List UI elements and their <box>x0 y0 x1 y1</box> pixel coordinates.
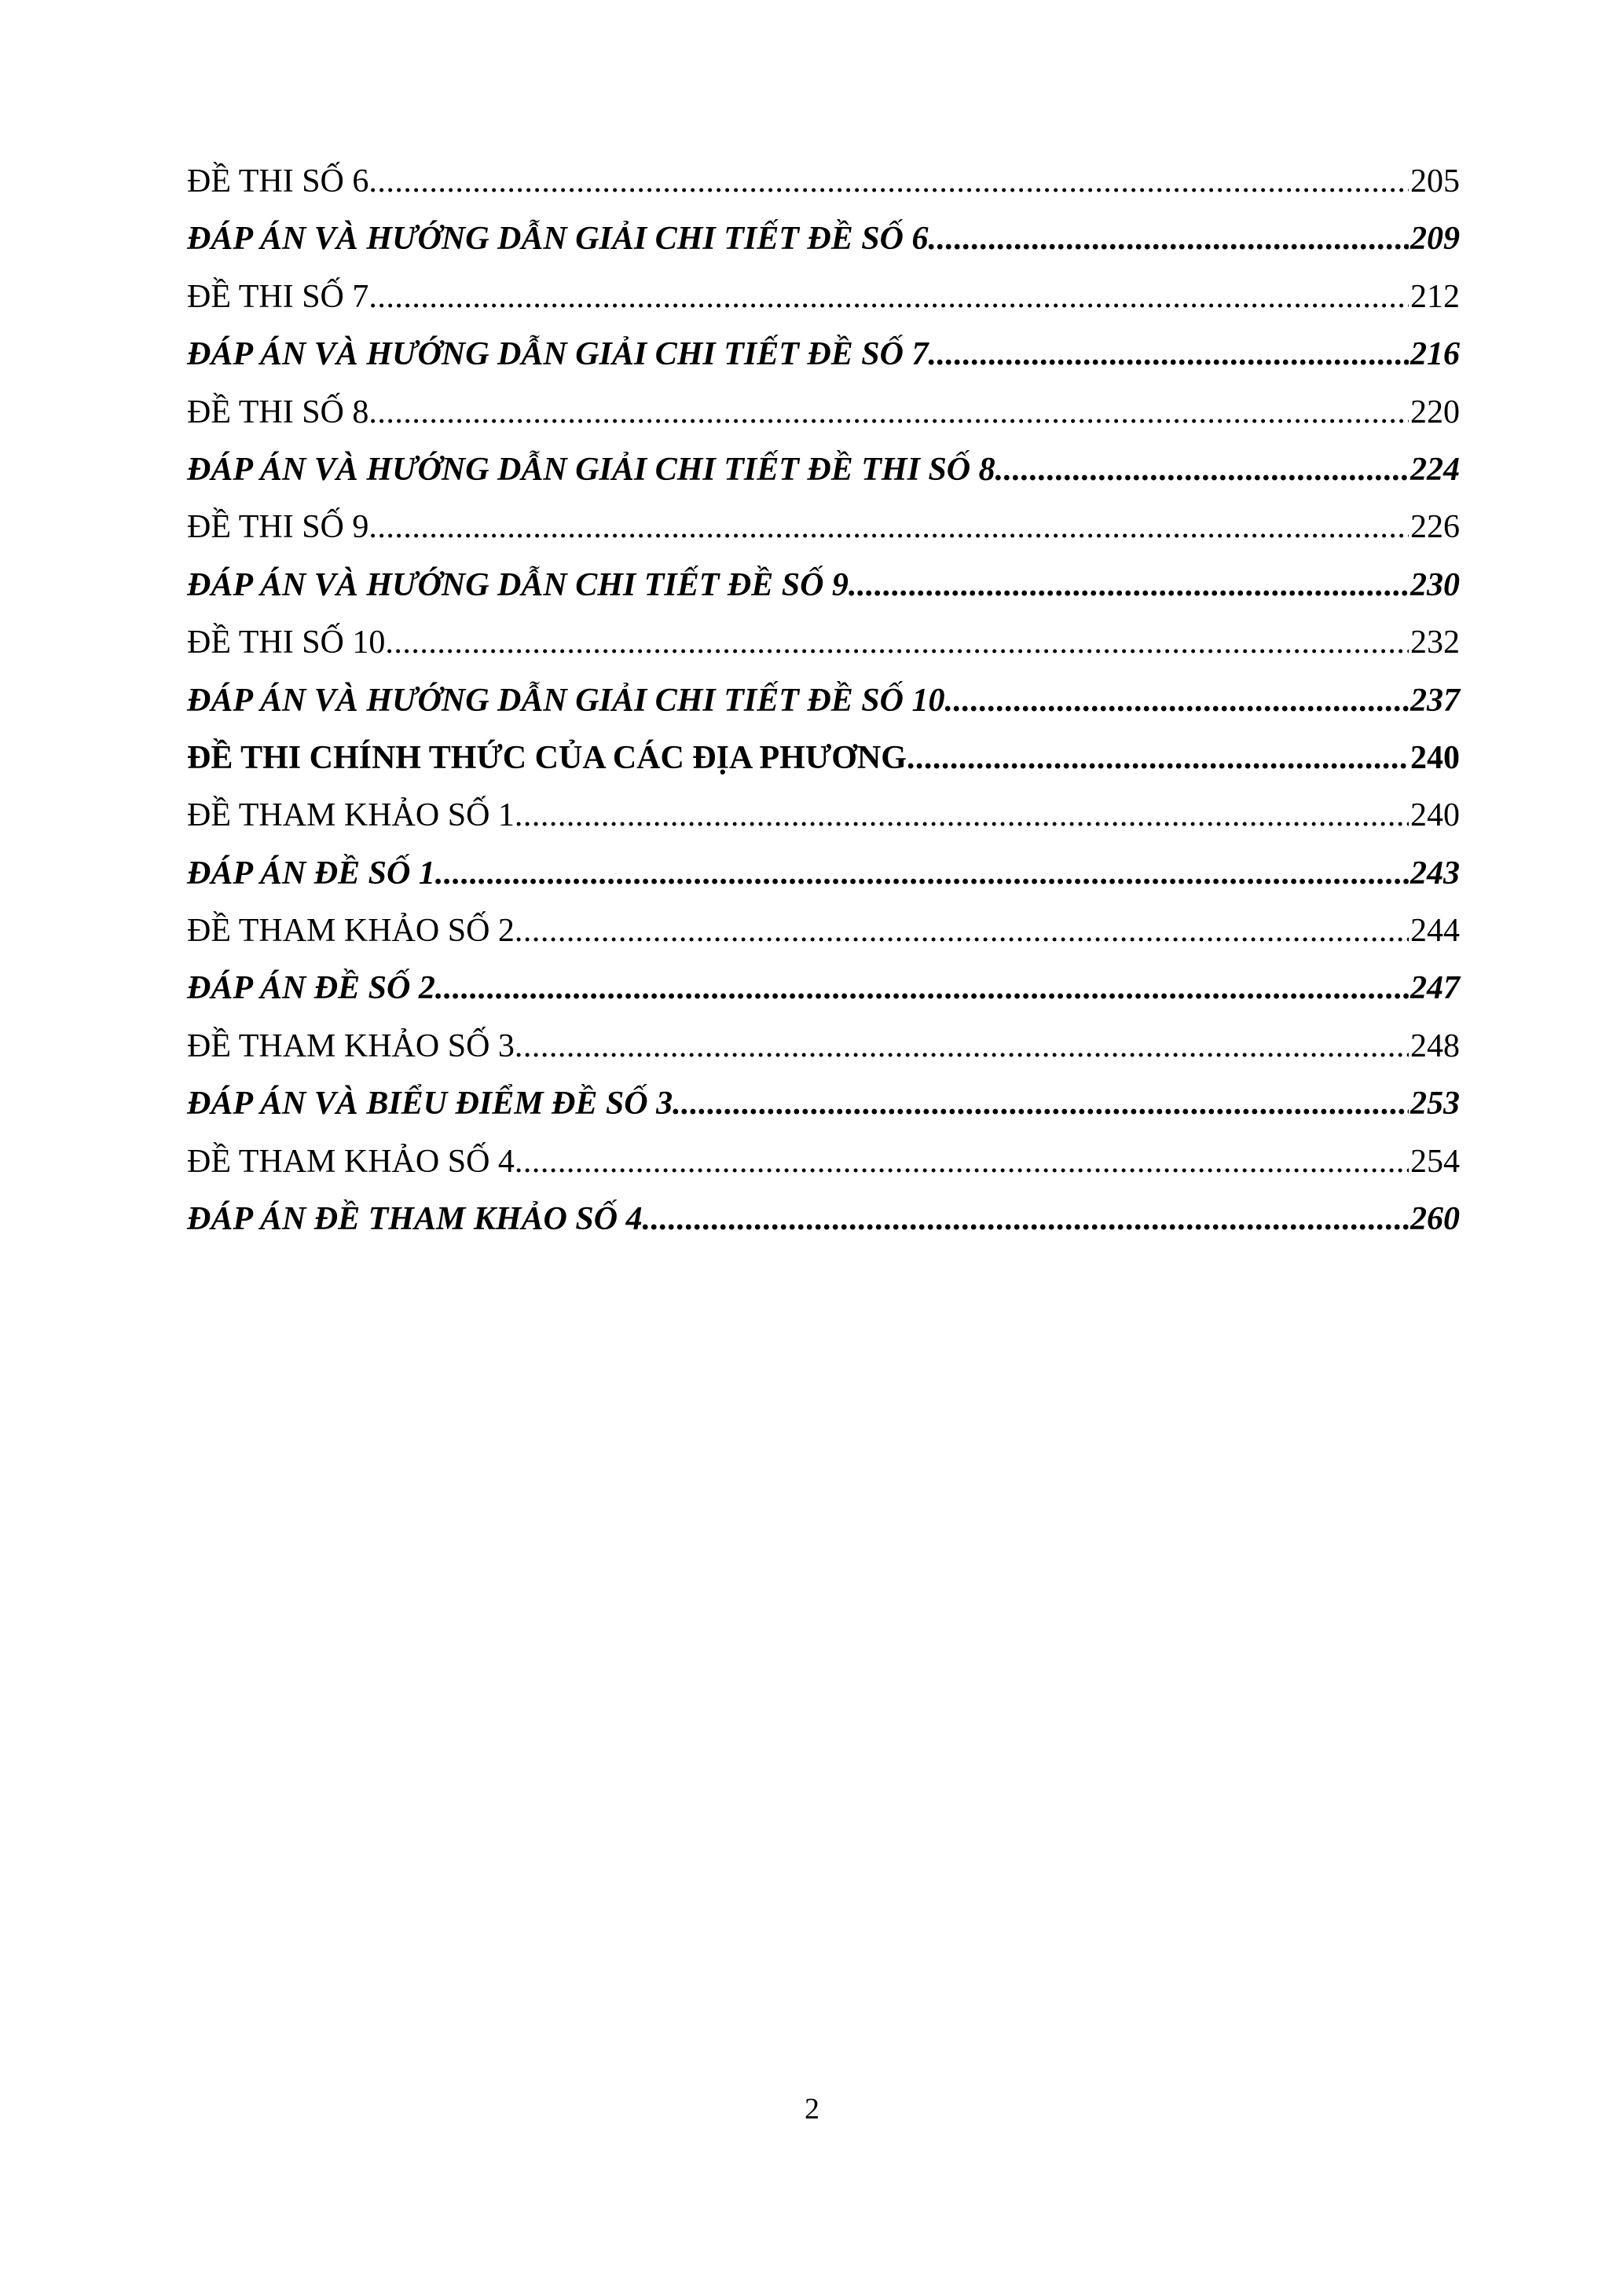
toc-entry-page-number: 244 <box>1410 913 1460 950</box>
toc-entry-page-number: 240 <box>1410 739 1460 776</box>
toc-entry[interactable] <box>187 1075 1460 1133</box>
toc-entry[interactable] <box>187 557 1460 614</box>
toc-entry-title: ĐỀ THAM KHẢO SỐ 3 <box>187 1027 515 1064</box>
toc-entry-title: ĐÁP ÁN VÀ HƯỚNG DẪN CHI TIẾT ĐỀ SỐ 9 <box>187 566 849 603</box>
toc-entry[interactable] <box>187 211 1460 268</box>
toc-dot-leader <box>944 672 1409 730</box>
toc-dot-leader <box>907 730 1409 787</box>
toc-entry[interactable] <box>187 614 1460 672</box>
toc-entry-page-number: 220 <box>1410 394 1460 430</box>
toc-dot-leader <box>368 384 1409 441</box>
toc-entry-page-number: 254 <box>1410 1143 1460 1180</box>
toc-entry-page-number: 205 <box>1410 163 1460 200</box>
toc-dot-leader <box>515 1133 1409 1191</box>
toc-entry-title: ĐỀ THI SỐ 7 <box>187 278 369 315</box>
toc-dot-leader <box>435 845 1409 903</box>
toc-entry[interactable] <box>187 441 1460 499</box>
toc-dot-leader <box>385 614 1409 672</box>
toc-entry-page-number: 247 <box>1410 970 1460 1007</box>
toc-entry-page-number: 240 <box>1410 797 1460 834</box>
toc-dot-leader <box>995 441 1409 499</box>
toc-dot-leader <box>643 1191 1409 1248</box>
toc-entry-title: ĐỀ THAM KHẢO SỐ 2 <box>187 913 515 950</box>
toc-dot-leader <box>515 903 1409 960</box>
toc-entry-page-number: 216 <box>1410 336 1460 373</box>
toc-entry-page-number: 226 <box>1410 509 1460 546</box>
toc-entry[interactable] <box>187 730 1460 787</box>
toc-entry-title: ĐÁP ÁN VÀ HƯỚNG DẪN GIẢI CHI TIẾT ĐỀ SỐ 7 <box>187 336 929 373</box>
toc-entry-page-number: 212 <box>1410 278 1460 315</box>
toc-entry-page-number: 230 <box>1410 566 1460 603</box>
toc-dot-leader <box>435 960 1409 1017</box>
toc-entry[interactable] <box>187 1018 1460 1075</box>
toc-entry-title: ĐỀ THAM KHẢO SỐ 4 <box>187 1143 515 1180</box>
toc-entry-page-number: 248 <box>1410 1027 1460 1064</box>
toc-entry-page-number: 237 <box>1410 682 1460 719</box>
toc-entry[interactable] <box>187 326 1460 383</box>
toc-entry[interactable] <box>187 903 1460 960</box>
toc-entry-title: ĐÁP ÁN VÀ HƯỚNG DẪN GIẢI CHI TIẾT ĐỀ SỐ 6 <box>187 221 929 258</box>
toc-entry-page-number: 224 <box>1410 451 1460 488</box>
toc-dot-leader <box>368 499 1409 556</box>
toc-entry-title: ĐỀ THI SỐ 10 <box>187 624 386 661</box>
toc-dot-leader <box>928 211 1409 268</box>
toc-entry-title: ĐÁP ÁN VÀ BIỂU ĐIỂM ĐỀ SỐ 3 <box>187 1086 673 1122</box>
toc-entry[interactable] <box>187 845 1460 903</box>
toc-entry-title: ĐÁP ÁN ĐỀ SỐ 2 <box>187 970 435 1007</box>
toc-entry-page-number: 209 <box>1410 221 1460 258</box>
toc-dot-leader <box>849 557 1409 614</box>
toc-entry[interactable] <box>187 269 1460 326</box>
toc-dot-leader <box>368 153 1409 211</box>
toc-entry-title: ĐỀ THI SỐ 6 <box>187 163 369 200</box>
toc-dot-leader <box>515 1018 1409 1075</box>
toc-entry[interactable] <box>187 787 1460 844</box>
toc-entry-title: ĐÁP ÁN VÀ HƯỚNG DẪN GIẢI CHI TIẾT ĐỀ THI SỐ 8 <box>187 451 995 488</box>
toc-dot-leader <box>515 787 1409 844</box>
toc-entry[interactable] <box>187 672 1460 730</box>
toc-entry-title: ĐỀ THI CHÍNH THỨC CỦA CÁC ĐỊA PHƯƠNG <box>187 739 907 776</box>
toc-entry-page-number: 232 <box>1410 624 1460 661</box>
toc-entry[interactable] <box>187 499 1460 556</box>
toc-entry-page-number: 253 <box>1410 1086 1460 1122</box>
page-number: 2 <box>805 2093 819 2126</box>
toc-entry[interactable] <box>187 153 1460 211</box>
toc-dot-leader <box>673 1075 1409 1133</box>
toc-entry[interactable] <box>187 384 1460 441</box>
toc-entry-title: ĐỀ THAM KHẢO SỐ 1 <box>187 797 515 834</box>
toc-entry-title: ĐÁP ÁN ĐỀ SỐ 1 <box>187 855 435 892</box>
toc-entry-title: ĐÁP ÁN ĐỀ THAM KHẢO SỐ 4 <box>187 1201 643 1238</box>
toc-entry-page-number: 243 <box>1410 855 1460 892</box>
toc-dot-leader <box>928 326 1409 383</box>
toc-entry-title: ĐÁP ÁN VÀ HƯỚNG DẪN GIẢI CHI TIẾT ĐỀ SỐ 10 <box>187 682 945 719</box>
toc-entry[interactable] <box>187 960 1460 1017</box>
toc-entry[interactable] <box>187 1133 1460 1191</box>
toc-entry-title: ĐỀ THI SỐ 9 <box>187 509 369 546</box>
toc-dot-leader <box>368 269 1409 326</box>
table-of-contents <box>187 153 1460 1248</box>
toc-entry-title: ĐỀ THI SỐ 8 <box>187 394 369 430</box>
toc-entry[interactable] <box>187 1191 1460 1248</box>
toc-entry-page-number: 260 <box>1410 1201 1460 1238</box>
